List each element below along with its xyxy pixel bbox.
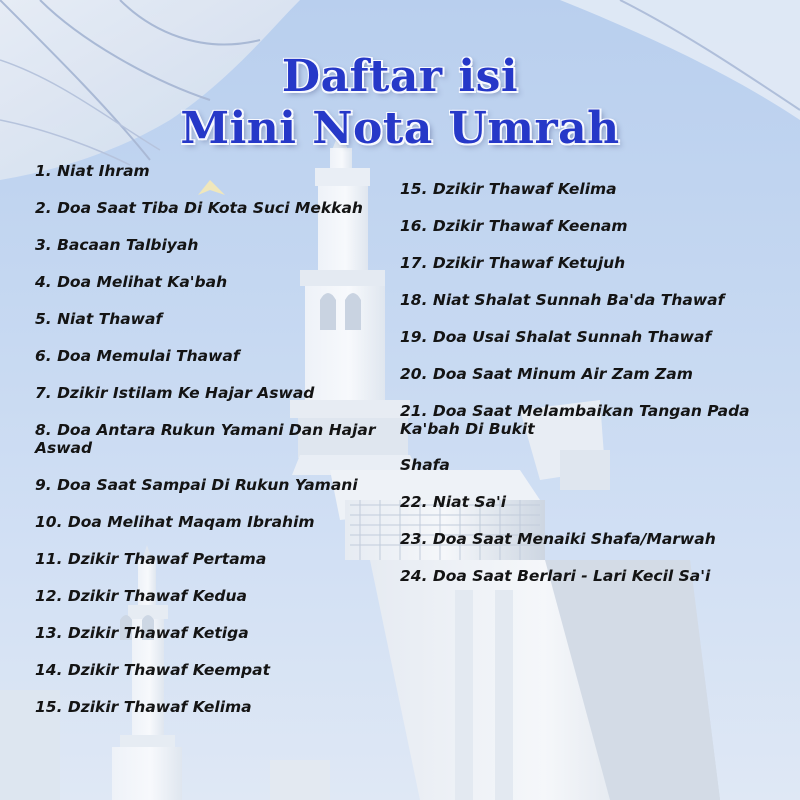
toc-item-label: 9. Doa Saat Sampai Di Rukun Yamani	[35, 476, 358, 494]
toc-item-label: 24. Doa Saat Berlari - Lari Kecil Sa'i	[400, 567, 711, 585]
toc-item-label: 14. Dzikir Thawaf Keempat	[35, 661, 271, 679]
toc-item	[35, 587, 385, 605]
toc-item	[400, 180, 795, 198]
toc-item-label: 17. Dzikir Thawaf Ketujuh	[400, 254, 626, 272]
toc-item	[400, 402, 795, 438]
table-of-contents-left	[35, 162, 385, 716]
toc-item	[35, 550, 385, 568]
toc-item	[35, 162, 385, 180]
toc-item	[400, 365, 795, 383]
toc-item	[35, 698, 385, 716]
toc-item	[35, 310, 385, 328]
toc-item	[35, 199, 385, 217]
toc-item-label: 11. Dzikir Thawaf Pertama	[35, 550, 267, 568]
page-title-line-1: Daftar isi	[281, 51, 519, 102]
toc-item-label: 13. Dzikir Thawaf Ketiga	[35, 624, 249, 642]
toc-item	[400, 530, 795, 548]
toc-item	[400, 493, 795, 511]
toc-item-label: 5. Niat Thawaf	[35, 310, 163, 328]
toc-item	[35, 476, 385, 494]
page-title-line-2: Mini Nota Umrah	[180, 103, 620, 154]
toc-item	[400, 567, 795, 585]
toc-item-label: 6. Doa Memulai Thawaf	[35, 347, 240, 365]
toc-item-label: 10. Doa Melihat Maqam Ibrahim	[35, 513, 315, 531]
toc-item-label: 18. Niat Shalat Sunnah Ba'da Thawaf	[400, 291, 725, 309]
toc-item	[400, 291, 795, 309]
toc-item	[400, 456, 795, 474]
toc-item-label: 12. Dzikir Thawaf Kedua	[35, 587, 247, 605]
table-of-contents-right	[400, 180, 795, 585]
toc-item-label: 15. Dzikir Thawaf Kelima	[400, 180, 617, 198]
toc-item	[35, 661, 385, 679]
toc-item-label: 20. Doa Saat Minum Air Zam Zam	[400, 365, 693, 383]
toc-item	[400, 254, 795, 272]
toc-item	[400, 328, 795, 346]
toc-item-label: 22. Niat Sa'i	[400, 493, 507, 511]
toc-item-label: 16. Dzikir Thawaf Keenam	[400, 217, 628, 235]
toc-item-label: 21. Doa Saat Melambaikan Tangan Pada Ka'bah Di Bukit	[400, 402, 750, 438]
toc-item-label: 23. Doa Saat Menaiki Shafa/Marwah	[400, 530, 716, 548]
toc-item-label: 8. Doa Antara Rukun Yamani Dan Hajar Aswad	[35, 421, 376, 457]
toc-item	[400, 217, 795, 235]
toc-item	[35, 236, 385, 254]
toc-item-label: 2. Doa Saat Tiba Di Kota Suci Mekkah	[35, 199, 363, 217]
toc-item-label: 3. Bacaan Talbiyah	[35, 236, 199, 254]
toc-item-label: 4. Doa Melihat Ka'bah	[35, 273, 228, 291]
toc-item	[35, 421, 385, 457]
toc-item	[35, 347, 385, 365]
toc-item-label: 19. Doa Usai Shalat Sunnah Thawaf	[400, 328, 712, 346]
toc-item-label: 15. Dzikir Thawaf Kelima	[35, 698, 252, 716]
toc-item	[35, 624, 385, 642]
toc-item	[35, 273, 385, 291]
toc-item-label: Shafa	[400, 456, 450, 474]
toc-item	[35, 384, 385, 402]
toc-item-label: 1. Niat Ihram	[35, 162, 150, 180]
toc-item	[35, 513, 385, 531]
toc-item-label: 7. Dzikir Istilam Ke Hajar Aswad	[35, 384, 315, 402]
